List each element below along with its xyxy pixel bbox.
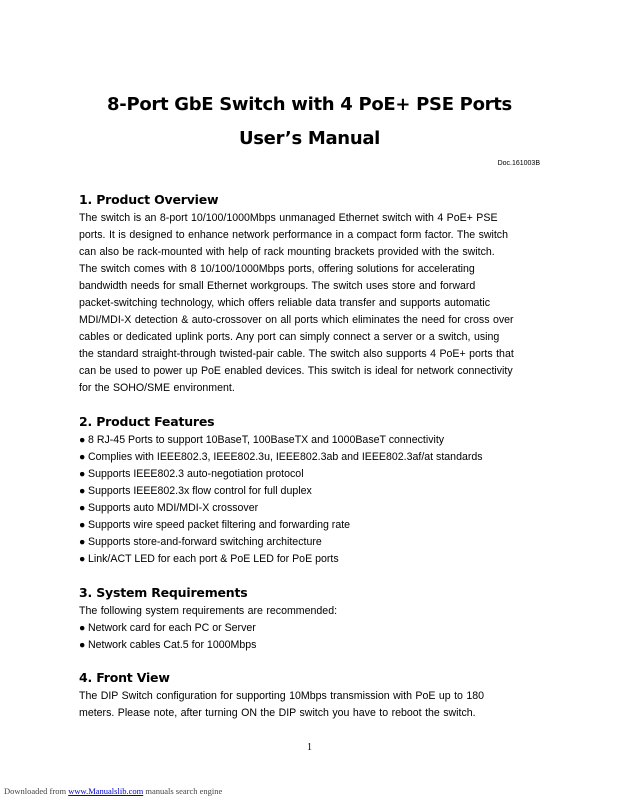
section-heading: 3. System Requirements [79,585,248,600]
bullet-icon: ● [79,519,86,531]
requirements-intro: The following system requirements are recommended: [79,605,338,617]
bullet-icon: ● [79,639,86,651]
bullet-icon: ● [79,485,86,497]
list-item: ● Link/ACT LED for each port & PoE LED for PoE ports [79,551,544,568]
bullet-icon: ● [79,622,86,634]
requirements-list [79,620,544,654]
bullet-icon: ● [79,553,86,565]
text-line: packet-switching technology, which offers reliable data transfer and supports automatic [79,297,491,309]
page-number: 1 [307,742,312,753]
section-product-features [79,414,544,568]
list-item: ● Network cables Cat.5 for 1000Mbps [79,637,544,654]
section-heading: 2. Product Features [79,414,215,429]
text-line: the standard straight-through twisted-pair cable. The switch also supports 4 PoE+ ports that [79,348,514,360]
footer-prefix: Downloaded from [4,786,69,796]
section-product-overview [79,192,544,397]
text-line: for the SOHO/SME environment. [79,382,235,394]
list-item: ● Supports wire speed packet filtering and forwarding rate [79,517,544,534]
list-item: ● Supports store-and-forward switching architecture [79,534,544,551]
list-item: ● Supports IEEE802.3x flow control for full duplex [79,483,544,500]
front-view-paragraph [79,688,544,722]
text-line: MDI/MDI-X detection & auto-crossover on all ports which eliminates the need for cross over [79,314,514,326]
text-line: cables or dedicated uplink ports. Any port can simply connect a server or a switch, using [79,331,500,343]
section-front-view [79,670,544,722]
document-title: 8-Port GbE Switch with 4 PoE+ PSE Ports [107,94,512,115]
list-item: ● Complies with IEEE802.3, IEEE802.3u, IEEE802.3ab and IEEE802.3af/at standards [79,449,544,466]
list-item: ● Supports IEEE802.3 auto-negotiation protocol [79,466,544,483]
text-line: bandwidth needs for small Ethernet workgroups. The switch uses store and forward [79,280,476,292]
manualslib-link[interactable]: www.Manualslib.com [68,786,144,796]
bullet-icon: ● [79,536,86,548]
list-item: ● Supports auto MDI/MDI-X crossover [79,500,544,517]
text-line: meters. Please note, after turning ON the DIP switch you have to reboot the switch. [79,707,476,719]
bullet-icon: ● [79,502,86,514]
document-subtitle: User’s Manual [238,128,381,149]
features-list [79,432,544,568]
bullet-icon: ● [79,434,86,446]
list-item: ● 8 RJ-45 Ports to support 10BaseT, 100BaseTX and 1000BaseT connectivity [79,432,544,449]
text-line: ports. It is designed to enhance network performance in a compact form factor. The switch [79,229,508,241]
overview-paragraph [79,210,544,397]
download-footer [4,786,222,796]
text-line: The switch comes with 8 10/100/1000Mbps ports, offering solutions for accelerating [79,263,475,275]
bullet-icon: ● [79,468,86,480]
doc-number: Doc.161003B [497,160,540,167]
text-line: The DIP Switch configuration for supporting 10Mbps transmission with PoE up to 180 [79,690,485,702]
footer-suffix: manuals search engine [143,786,223,796]
text-line: can also be rack-mounted with help of rack mounting brackets provided with the switch. [79,246,495,258]
bullet-icon: ● [79,451,86,463]
section-system-requirements [79,585,544,654]
text-line: can be used to power up PoE enabled devices. This switch is ideal for network connectivity [79,365,513,377]
section-heading: 1. Product Overview [79,192,219,207]
list-item: ● Network card for each PC or Server [79,620,544,637]
section-heading: 4. Front View [79,670,170,685]
text-line: The switch is an 8-port 10/100/1000Mbps unmanaged Ethernet switch with 4 PoE+ PSE [79,212,498,224]
